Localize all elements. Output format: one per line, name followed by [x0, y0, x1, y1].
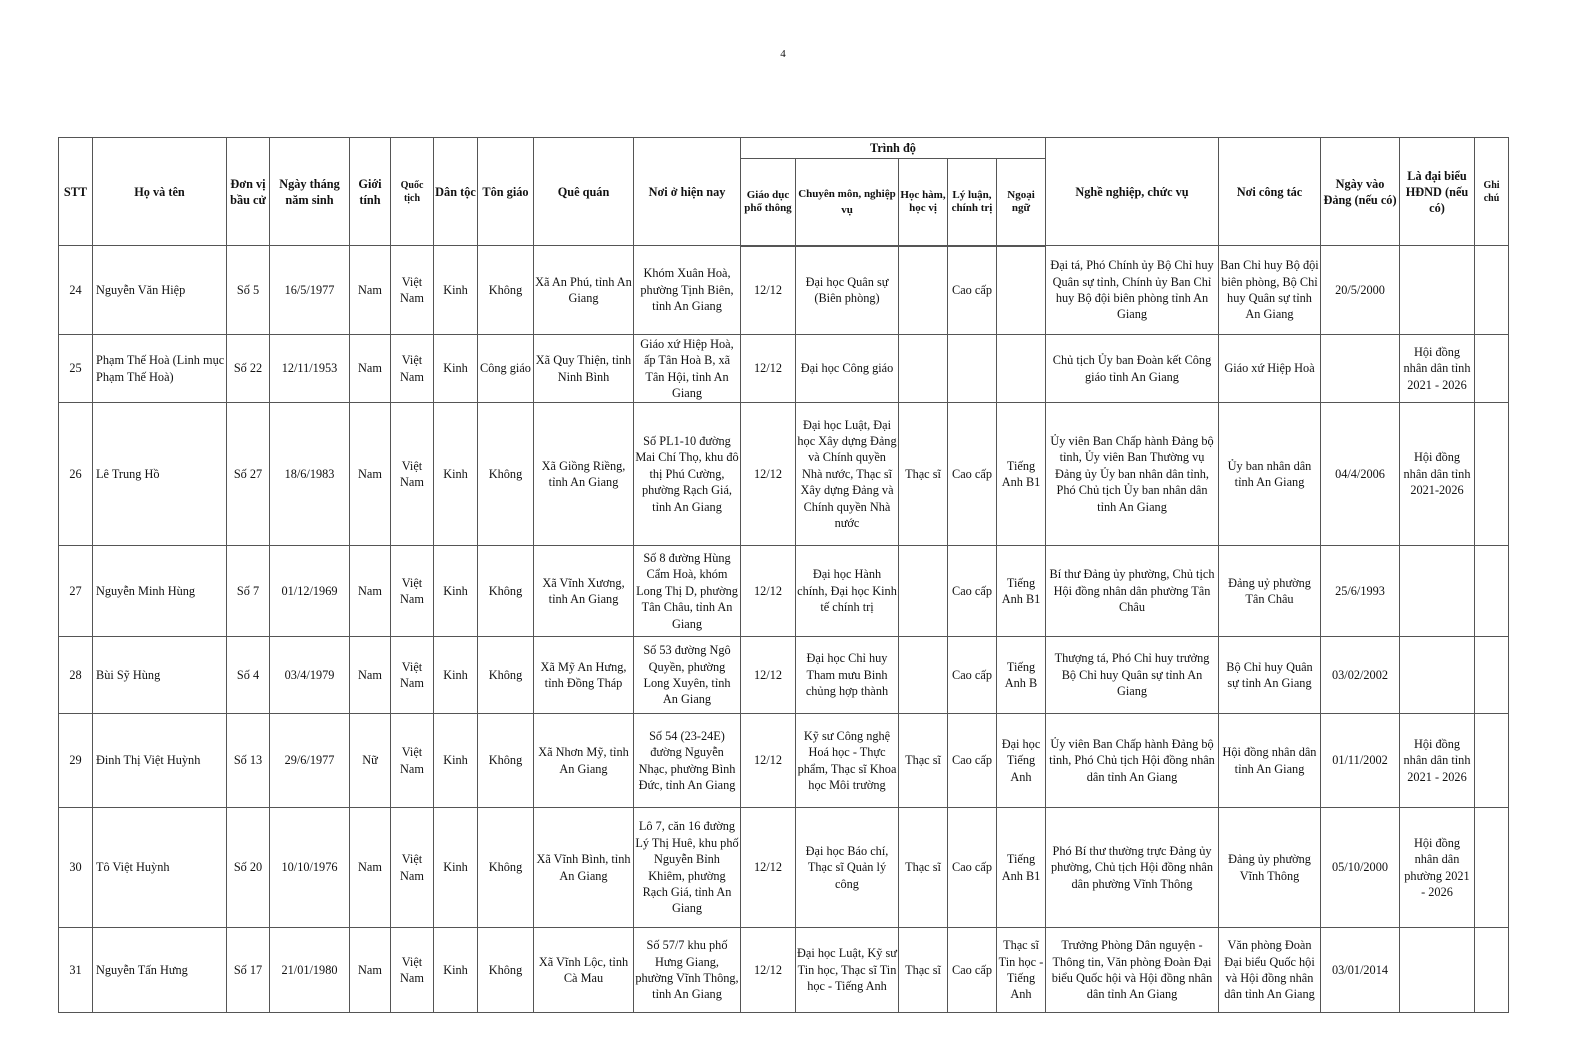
cell-hdnd: Hội đồng nhân dân tỉnh 2021 - 2026 — [1400, 335, 1475, 403]
header-hdnd: Là đại biểu HĐND (nếu có) — [1400, 138, 1475, 246]
cell-language: Thạc sĩ Tin học - Tiếng Anh — [997, 928, 1046, 1013]
header-degree: Học hàm, học vị — [899, 159, 948, 246]
cell-general-edu: 12/12 — [741, 403, 796, 546]
cell-dob: 03/4/1979 — [270, 637, 350, 714]
table-row — [59, 637, 1509, 714]
cell-language: Tiếng Anh B1 — [997, 546, 1046, 637]
header-education-group: Trình độ — [741, 138, 1046, 159]
cell-nationality: Việt Nam — [391, 714, 434, 808]
cell-party-date: 04/4/2006 — [1321, 403, 1400, 546]
header-religion: Tôn giáo — [478, 138, 534, 246]
table-row — [59, 335, 1509, 403]
cell-religion: Không — [478, 403, 534, 546]
cell-occupation: Chủ tịch Ủy ban Đoàn kết Công giáo tỉnh An Giang — [1046, 335, 1219, 403]
cell-workplace: Ban Chỉ huy Bộ đội biên phòng, Bộ Chỉ huy Quân sự tỉnh An Giang — [1219, 246, 1321, 335]
cell-degree: Thạc sĩ — [899, 714, 948, 808]
cell-name: Bùi Sỹ Hùng — [93, 637, 227, 714]
cell-political: Cao cấp — [948, 714, 997, 808]
cell-residence: Số 57/7 khu phố Hưng Giang, phường Vĩnh Thông, tỉnh An Giang — [634, 928, 741, 1013]
cell-unit: Số 20 — [227, 808, 270, 928]
header-occupation: Nghề nghiệp, chức vụ — [1046, 138, 1219, 246]
header-residence: Nơi ở hiện nay — [634, 138, 741, 246]
cell-hdnd — [1400, 246, 1475, 335]
cell-party-date: 01/11/2002 — [1321, 714, 1400, 808]
cell-ethnicity: Kinh — [434, 928, 478, 1013]
cell-degree: Thạc sĩ — [899, 928, 948, 1013]
cell-dob: 01/12/1969 — [270, 546, 350, 637]
header-workplace: Nơi công tác — [1219, 138, 1321, 246]
cell-general-edu: 12/12 — [741, 808, 796, 928]
table-row — [59, 246, 1509, 335]
header-note: Ghi chú — [1475, 138, 1509, 246]
cell-political: Cao cấp — [948, 928, 997, 1013]
cell-hdnd: Hội đồng nhân dân tỉnh 2021 - 2026 — [1400, 714, 1475, 808]
cell-degree: Thạc sĩ — [899, 808, 948, 928]
table-header — [59, 138, 1509, 246]
cell-specialty: Đại học Công giáo — [796, 335, 899, 403]
header-language: Ngoại ngữ — [997, 159, 1046, 246]
table-row — [59, 403, 1509, 546]
cell-hometown: Xã Nhơn Mỹ, tỉnh An Giang — [534, 714, 634, 808]
cell-ethnicity: Kinh — [434, 335, 478, 403]
cell-gender: Nam — [350, 403, 391, 546]
header-ethnicity: Dân tộc — [434, 138, 478, 246]
cell-note — [1475, 808, 1509, 928]
cell-specialty: Đại học Luật, Đại học Xây dựng Đảng và Chính quyền Nhà nước, Thạc sĩ Xây dựng Đảng và Chính quyền Nhà nước — [796, 403, 899, 546]
cell-occupation: Thượng tá, Phó Chỉ huy trưởng Bộ Chỉ huy Quân sự tỉnh An Giang — [1046, 637, 1219, 714]
cell-political — [948, 335, 997, 403]
cell-general-edu: 12/12 — [741, 246, 796, 335]
cell-gender: Nam — [350, 246, 391, 335]
cell-stt: 26 — [59, 403, 93, 546]
cell-party-date: 20/5/2000 — [1321, 246, 1400, 335]
cell-workplace: Bộ Chỉ huy Quân sự tỉnh An Giang — [1219, 637, 1321, 714]
cell-political: Cao cấp — [948, 808, 997, 928]
cell-residence: Số PL1-10 đường Mai Chí Thọ, khu đô thị Phú Cường, phường Rạch Giá, tỉnh An Giang — [634, 403, 741, 546]
cell-dob: 21/01/1980 — [270, 928, 350, 1013]
cell-stt: 31 — [59, 928, 93, 1013]
cell-ethnicity: Kinh — [434, 546, 478, 637]
cell-note — [1475, 546, 1509, 637]
cell-ethnicity: Kinh — [434, 403, 478, 546]
cell-note — [1475, 403, 1509, 546]
cell-gender: Nam — [350, 637, 391, 714]
cell-hometown: Xã Vĩnh Bình, tỉnh An Giang — [534, 808, 634, 928]
header-political: Lý luận, chính trị — [948, 159, 997, 246]
cell-party-date — [1321, 335, 1400, 403]
cell-stt: 30 — [59, 808, 93, 928]
cell-residence: Số 8 đường Hùng Cẩm Hoà, khóm Long Thị D, phường Tân Châu, tỉnh An Giang — [634, 546, 741, 637]
cell-dob: 16/5/1977 — [270, 246, 350, 335]
cell-unit: Số 27 — [227, 403, 270, 546]
cell-name: Phạm Thế Hoà (Linh mục Phạm Thế Hoà) — [93, 335, 227, 403]
cell-degree — [899, 335, 948, 403]
cell-note — [1475, 714, 1509, 808]
page-number: 4 — [780, 48, 786, 60]
cell-name: Lê Trung Hồ — [93, 403, 227, 546]
header-hometown: Quê quán — [534, 138, 634, 246]
table-row — [59, 714, 1509, 808]
cell-religion: Không — [478, 246, 534, 335]
cell-workplace: Đảng ủy phường Vĩnh Thông — [1219, 808, 1321, 928]
table-body — [59, 246, 1509, 1013]
cell-nationality: Việt Nam — [391, 928, 434, 1013]
cell-occupation: Ủy viên Ban Chấp hành Đảng bộ tỉnh, Ủy viên Ban Thường vụ Đảng ủy Ủy ban nhân dân tỉnh, Phó Chủ tịch Ủy ban nhân dân tỉnh An Giang — [1046, 403, 1219, 546]
cell-gender: Nam — [350, 335, 391, 403]
cell-hdnd — [1400, 546, 1475, 637]
cell-ethnicity: Kinh — [434, 246, 478, 335]
cell-general-edu: 12/12 — [741, 714, 796, 808]
cell-religion: Công giáo — [478, 335, 534, 403]
cell-name: Nguyễn Văn Hiệp — [93, 246, 227, 335]
cell-religion: Không — [478, 637, 534, 714]
header-party-date: Ngày vào Đảng (nếu có) — [1321, 138, 1400, 246]
cell-name: Đinh Thị Việt Huỳnh — [93, 714, 227, 808]
cell-dob: 18/6/1983 — [270, 403, 350, 546]
cell-unit: Số 5 — [227, 246, 270, 335]
cell-workplace: Hội đồng nhân dân tỉnh An Giang — [1219, 714, 1321, 808]
cell-general-edu: 12/12 — [741, 546, 796, 637]
header-stt: STT — [59, 138, 93, 246]
table-row — [59, 928, 1509, 1013]
cell-hometown: Xã Giồng Riềng, tỉnh An Giang — [534, 403, 634, 546]
cell-gender: Nam — [350, 808, 391, 928]
cell-unit: Số 22 — [227, 335, 270, 403]
cell-language: Đại học Tiếng Anh — [997, 714, 1046, 808]
cell-language — [997, 246, 1046, 335]
cell-language: Tiếng Anh B1 — [997, 808, 1046, 928]
cell-hometown: Xã Mỹ An Hưng, tỉnh Đồng Tháp — [534, 637, 634, 714]
cell-gender: Nam — [350, 546, 391, 637]
cell-occupation: Trưởng Phòng Dân nguyện - Thông tin, Văn phòng Đoàn Đại biểu Quốc hội và Hội đồng nhân dân tỉnh An Giang — [1046, 928, 1219, 1013]
cell-specialty: Kỹ sư Công nghệ Hoá học - Thực phẩm, Thạc sĩ Khoa học Môi trường — [796, 714, 899, 808]
cell-language: Tiếng Anh B1 — [997, 403, 1046, 546]
cell-political: Cao cấp — [948, 403, 997, 546]
cell-workplace: Giáo xứ Hiệp Hoà — [1219, 335, 1321, 403]
cell-unit: Số 7 — [227, 546, 270, 637]
cell-unit: Số 17 — [227, 928, 270, 1013]
cell-stt: 29 — [59, 714, 93, 808]
cell-unit: Số 13 — [227, 714, 270, 808]
cell-name: Nguyễn Tấn Hưng — [93, 928, 227, 1013]
cell-degree — [899, 637, 948, 714]
cell-specialty: Đại học Hành chính, Đại học Kinh tế chính trị — [796, 546, 899, 637]
cell-note — [1475, 246, 1509, 335]
cell-note — [1475, 335, 1509, 403]
cell-occupation: Đại tá, Phó Chính ủy Bộ Chỉ huy Quân sự tỉnh, Chính ủy Ban Chỉ huy Bộ đội biên phòng tỉnh An Giang — [1046, 246, 1219, 335]
cell-stt: 25 — [59, 335, 93, 403]
cell-nationality: Việt Nam — [391, 403, 434, 546]
header-specialty: Chuyên môn, nghiệp vụ — [796, 159, 899, 246]
cell-name: Nguyễn Minh Hùng — [93, 546, 227, 637]
cell-specialty: Đại học Chỉ huy Tham mưu Binh chủng hợp thành — [796, 637, 899, 714]
cell-dob: 12/11/1953 — [270, 335, 350, 403]
cell-gender: Nam — [350, 928, 391, 1013]
cell-hdnd: Hội đồng nhân dân phường 2021 - 2026 — [1400, 808, 1475, 928]
cell-political: Cao cấp — [948, 546, 997, 637]
cell-party-date: 03/01/2014 — [1321, 928, 1400, 1013]
cell-party-date: 03/02/2002 — [1321, 637, 1400, 714]
cell-stt: 27 — [59, 546, 93, 637]
cell-hdnd — [1400, 928, 1475, 1013]
cell-language: Tiếng Anh B — [997, 637, 1046, 714]
cell-stt: 24 — [59, 246, 93, 335]
cell-occupation: Bí thư Đảng ủy phường, Chủ tịch Hội đồng nhân dân phường Tân Châu — [1046, 546, 1219, 637]
cell-specialty: Đại học Quân sự (Biên phòng) — [796, 246, 899, 335]
cell-occupation: Phó Bí thư thường trực Đảng ủy phường, Chủ tịch Hội đồng nhân dân phường Vĩnh Thông — [1046, 808, 1219, 928]
cell-religion: Không — [478, 714, 534, 808]
table-row — [59, 808, 1509, 928]
cell-degree: Thạc sĩ — [899, 403, 948, 546]
cell-language — [997, 335, 1046, 403]
cell-political: Cao cấp — [948, 637, 997, 714]
cell-nationality: Việt Nam — [391, 335, 434, 403]
cell-dob: 29/6/1977 — [270, 714, 350, 808]
cell-workplace: Văn phòng Đoàn Đại biểu Quốc hội và Hội đồng nhân dân tỉnh An Giang — [1219, 928, 1321, 1013]
cell-nationality: Việt Nam — [391, 808, 434, 928]
cell-note — [1475, 928, 1509, 1013]
cell-occupation: Ủy viên Ban Chấp hành Đảng bộ tỉnh, Phó Chủ tịch Hội đồng nhân dân tỉnh An Giang — [1046, 714, 1219, 808]
cell-residence: Số 53 đường Ngô Quyền, phường Long Xuyên, tỉnh An Giang — [634, 637, 741, 714]
cell-specialty: Đại học Báo chí, Thạc sĩ Quản lý công — [796, 808, 899, 928]
candidate-table — [58, 137, 1509, 1013]
cell-party-date: 25/6/1993 — [1321, 546, 1400, 637]
cell-general-edu: 12/12 — [741, 335, 796, 403]
cell-degree — [899, 246, 948, 335]
cell-hometown: Xã Vĩnh Lộc, tỉnh Cà Mau — [534, 928, 634, 1013]
cell-stt: 28 — [59, 637, 93, 714]
cell-residence: Lô 7, căn 16 đường Lý Thị Huê, khu phố Nguyễn Bỉnh Khiêm, phường Rạch Giá, tỉnh An Giang — [634, 808, 741, 928]
cell-religion: Không — [478, 928, 534, 1013]
cell-ethnicity: Kinh — [434, 637, 478, 714]
header-unit: Đơn vị bầu cử — [227, 138, 270, 246]
header-gender: Giới tính — [350, 138, 391, 246]
cell-political: Cao cấp — [948, 246, 997, 335]
cell-religion: Không — [478, 808, 534, 928]
cell-name: Tô Việt Huỳnh — [93, 808, 227, 928]
cell-residence: Khóm Xuân Hoà, phường Tịnh Biên, tỉnh An Giang — [634, 246, 741, 335]
cell-general-edu: 12/12 — [741, 928, 796, 1013]
cell-ethnicity: Kinh — [434, 714, 478, 808]
cell-degree — [899, 546, 948, 637]
cell-note — [1475, 637, 1509, 714]
header-general-edu: Giáo dục phổ thông — [741, 159, 796, 246]
table-row — [59, 546, 1509, 637]
cell-specialty: Đại học Luật, Kỹ sư Tin học, Thạc sĩ Tin học - Tiếng Anh — [796, 928, 899, 1013]
cell-workplace: Đảng uỷ phường Tân Châu — [1219, 546, 1321, 637]
cell-hometown: Xã Vĩnh Xương, tỉnh An Giang — [534, 546, 634, 637]
header-dob: Ngày tháng năm sinh — [270, 138, 350, 246]
cell-unit: Số 4 — [227, 637, 270, 714]
cell-gender: Nữ — [350, 714, 391, 808]
cell-hdnd: Hội đồng nhân dân tỉnh 2021-2026 — [1400, 403, 1475, 546]
cell-religion: Không — [478, 546, 534, 637]
header-nationality: Quốc tịch — [391, 138, 434, 246]
cell-hometown: Xã Quy Thiện, tỉnh Ninh Bình — [534, 335, 634, 403]
cell-hdnd — [1400, 637, 1475, 714]
cell-residence: Số 54 (23-24E) đường Nguyễn Nhạc, phường Bình Đức, tỉnh An Giang — [634, 714, 741, 808]
cell-hometown: Xã An Phú, tỉnh An Giang — [534, 246, 634, 335]
header-name: Họ và tên — [93, 138, 227, 246]
cell-workplace: Ủy ban nhân dân tỉnh An Giang — [1219, 403, 1321, 546]
cell-nationality: Việt Nam — [391, 637, 434, 714]
cell-dob: 10/10/1976 — [270, 808, 350, 928]
cell-nationality: Việt Nam — [391, 546, 434, 637]
cell-party-date: 05/10/2000 — [1321, 808, 1400, 928]
cell-ethnicity: Kinh — [434, 808, 478, 928]
cell-residence: Giáo xứ Hiệp Hoà, ấp Tân Hoà B, xã Tân Hội, tỉnh An Giang — [634, 335, 741, 403]
cell-general-edu: 12/12 — [741, 637, 796, 714]
cell-nationality: Việt Nam — [391, 246, 434, 335]
